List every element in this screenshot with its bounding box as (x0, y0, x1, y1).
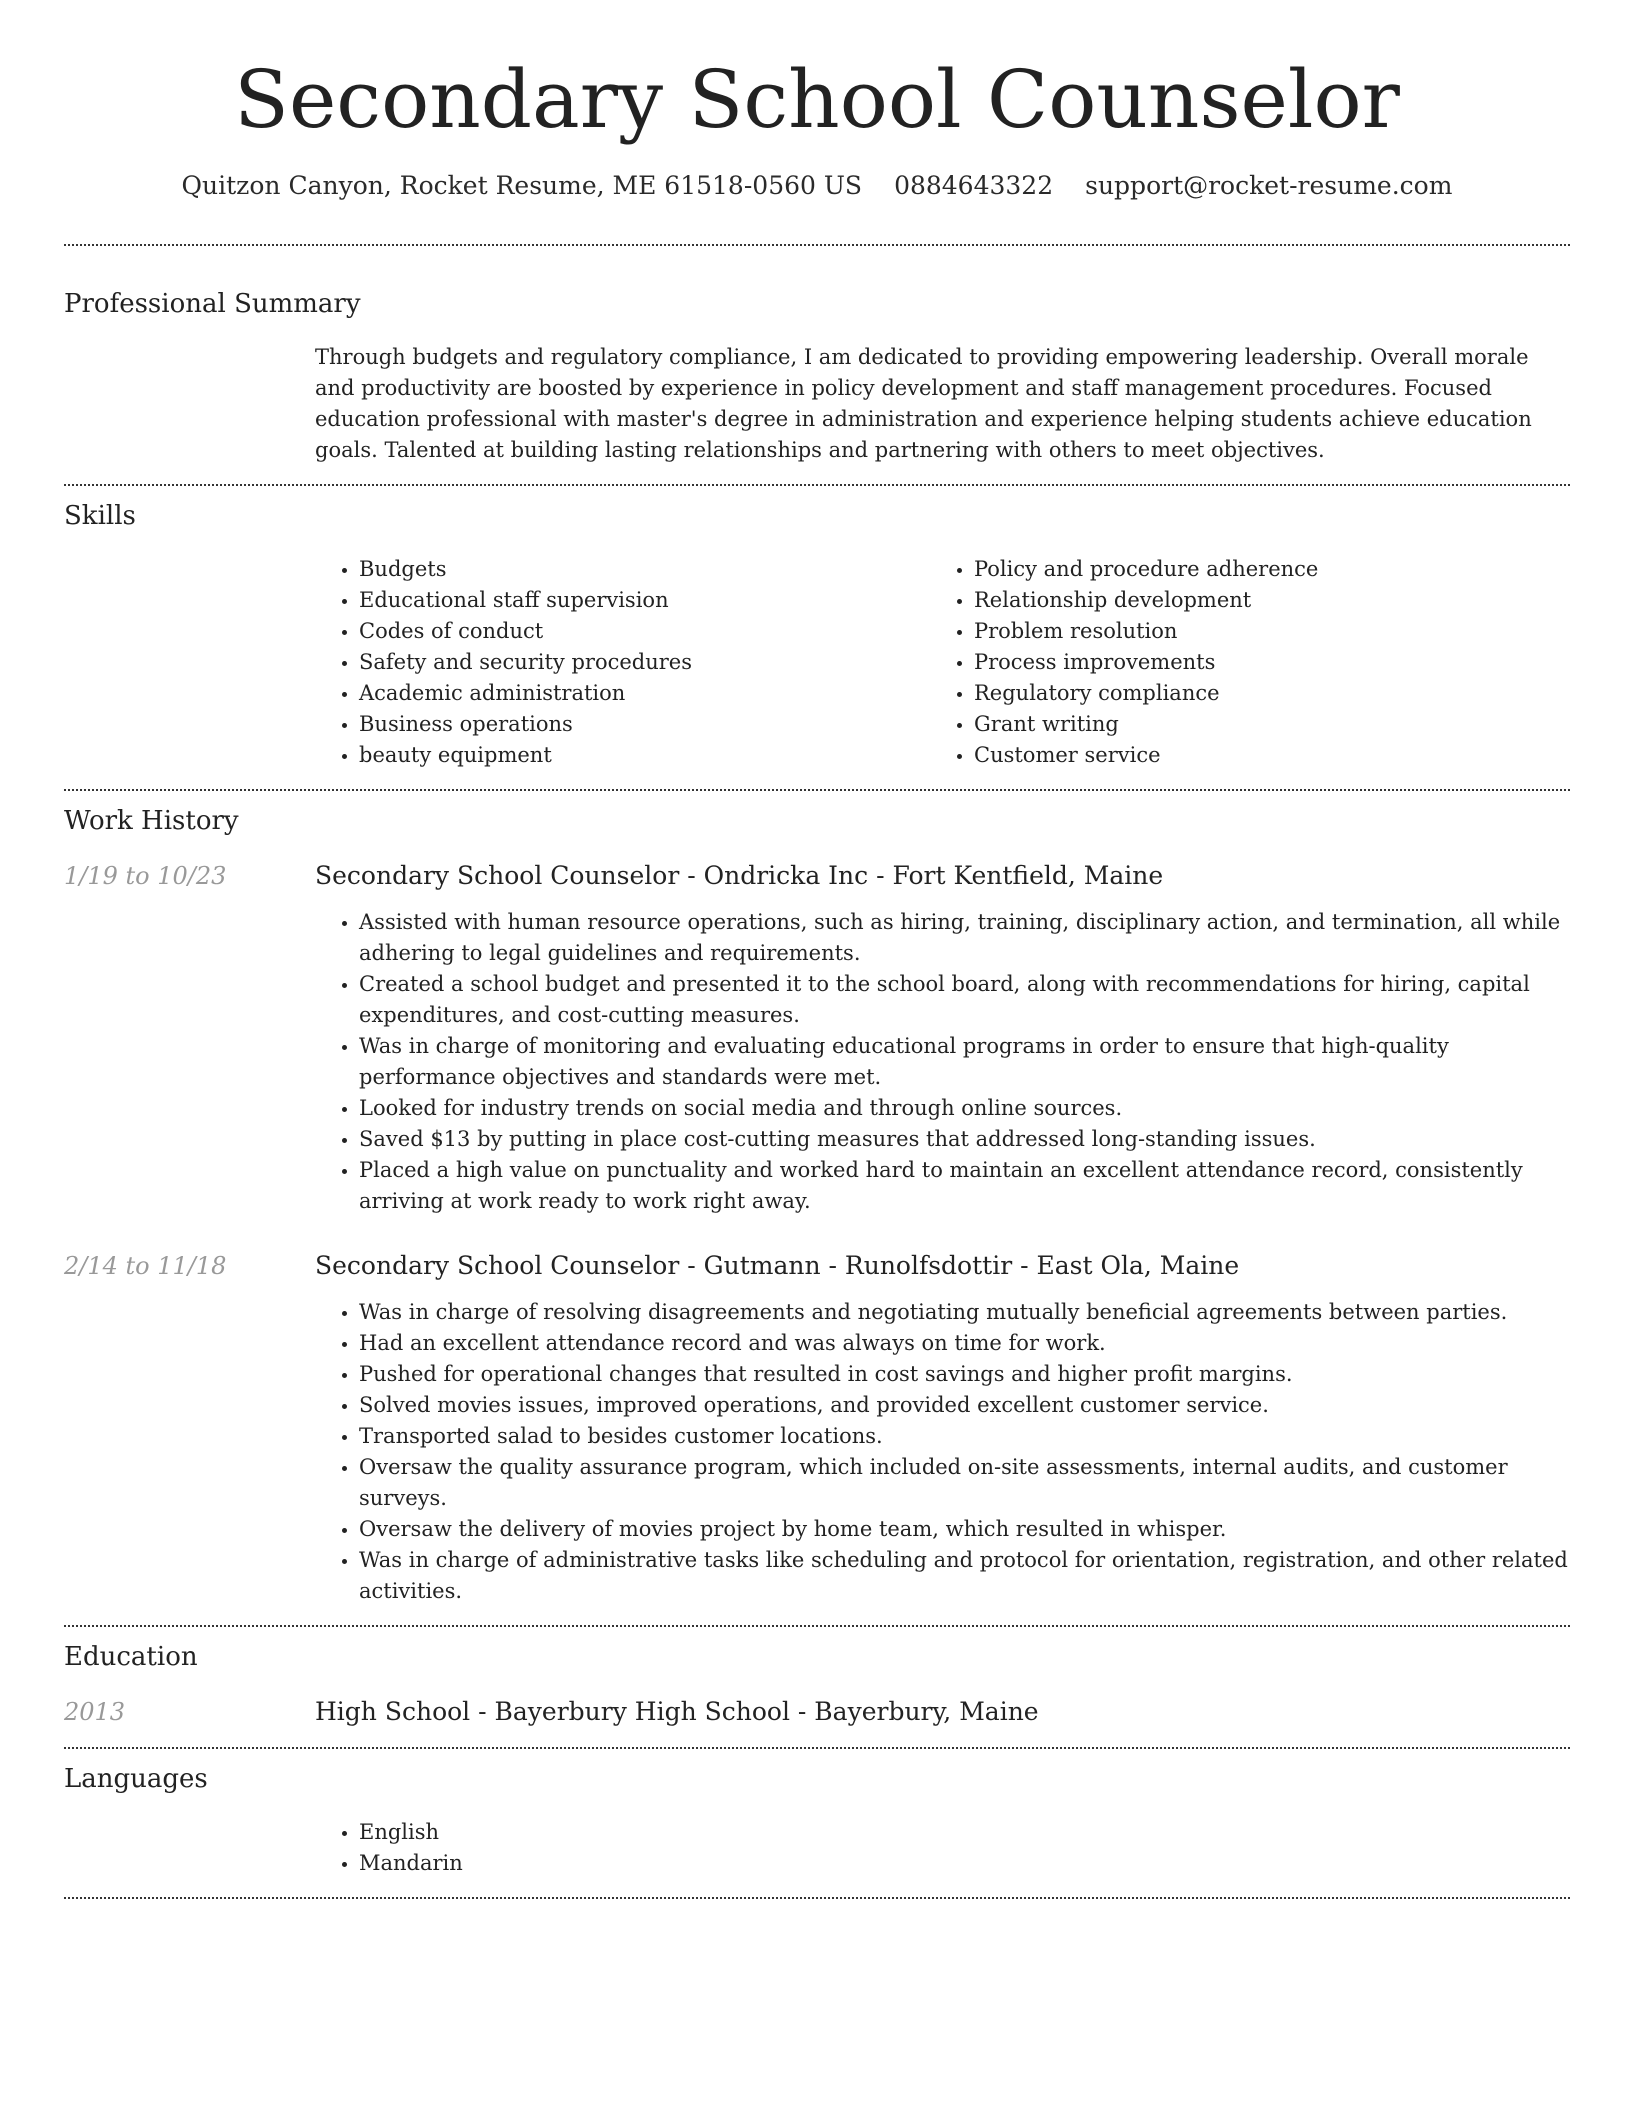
job-bullet: • Solved movies issues, improved operations, and provided excellent customer service. (359, 1390, 1570, 1421)
skill-item: • Relationship development (974, 585, 1545, 616)
education-section (64, 1627, 1570, 1729)
job-dates: 2/14 to 11/18 (64, 1252, 227, 1280)
skill-item: • Academic administration (359, 678, 930, 709)
skill-item: • Business operations (359, 709, 930, 740)
job-bullet: • Was in charge of resolving disagreements and negotiating mutually beneficial agreements between parties. (359, 1297, 1570, 1328)
languages-title: Languages (64, 1764, 208, 1794)
skill-item: • Problem resolution (974, 616, 1545, 647)
job-bullet: • Had an excellent attendance record and was always on time for work. (359, 1328, 1570, 1359)
skill-item: • Process improvements (974, 647, 1545, 678)
summary-text: Through budgets and regulatory compliance, I am dedicated to providing empowering leadership. Overall morale and productivity are boosted by experience in policy development and staff management procedures. Focused education professional with master's degree in administration and experience helping students achieve education goals. Talented at building lasting relationships and partnering with others to meet objectives. (315, 345, 1532, 462)
language-item: • Mandarin (359, 1848, 1570, 1879)
skill-item: • Regulatory compliance (974, 678, 1545, 709)
job-bullet: • Oversaw the quality assurance program, which included on-site assessments, internal audits, and customer surveys. (359, 1452, 1570, 1514)
skills-section (64, 486, 1570, 771)
skill-item: • Budgets (359, 554, 930, 585)
summary-section (64, 246, 1570, 466)
education-year: 2013 (64, 1698, 126, 1726)
job-bullet: • Created a school budget and presented it to the school board, along with recommendations for hiring, capital expenditures, and cost-cutting measures. (359, 969, 1570, 1031)
job-heading: Secondary School Counselor - Ondricka Inc - Fort Kentfield, Maine (315, 861, 1164, 890)
skill-item: • Customer service (974, 740, 1545, 771)
job-bullet: • Saved $13 by putting in place cost-cutting measures that addressed long-standing issues. (359, 1124, 1570, 1155)
skill-item: • Codes of conduct (359, 616, 930, 647)
job-bullets (315, 1297, 1570, 1607)
skill-item: • Educational staff supervision (359, 585, 930, 616)
job-bullet: • Transported salad to besides customer locations. (359, 1421, 1570, 1452)
languages-section (64, 1749, 1570, 1879)
skills-list-right (930, 554, 1545, 771)
languages-list (315, 1817, 1570, 1879)
job-bullet: • Looked for industry trends on social media and through online sources. (359, 1093, 1570, 1124)
job-bullet: • Pushed for operational changes that resulted in cost savings and higher profit margins. (359, 1359, 1570, 1390)
contact-email: support@rocket-resume.com (1085, 171, 1453, 200)
summary-title: Professional Summary (64, 289, 361, 319)
education-title: Education (64, 1642, 198, 1672)
job-heading: Secondary School Counselor - Gutmann - Runolfsdottir - East Ola, Maine (315, 1251, 1240, 1280)
contact-address: Quitzon Canyon, Rocket Resume, ME 61518-0560 US (181, 171, 863, 200)
job-bullet: • Was in charge of monitoring and evaluating educational programs in order to ensure that high-quality performance objectives and standards were met. (359, 1031, 1570, 1093)
candidate-name: Secondary School Counselor (234, 53, 1400, 146)
job-bullet: • Placed a high value on punctuality and worked hard to maintain an excellent attendance record, consistently arriving at work ready to work right away. (359, 1155, 1570, 1217)
language-item: • English (359, 1817, 1570, 1848)
skills-title: Skills (64, 501, 136, 531)
work-section (64, 791, 1570, 1607)
education-heading: High School - Bayerbury High School - Bayerbury, Maine (315, 1697, 1039, 1726)
job-dates: 1/19 to 10/23 (64, 862, 227, 890)
work-title: Work History (64, 806, 239, 836)
job-entry (64, 859, 1570, 1217)
skill-item: • beauty equipment (359, 740, 930, 771)
contact-line (64, 168, 1570, 204)
skill-item: • Policy and procedure adherence (974, 554, 1545, 585)
job-bullets (315, 907, 1570, 1217)
section-divider (64, 1897, 1570, 1899)
resume-header (64, 0, 1570, 204)
contact-phone: 0884643322 (894, 171, 1054, 200)
job-entry (64, 1249, 1570, 1607)
resume-page (64, 0, 1570, 1899)
job-bullet: • Was in charge of administrative tasks like scheduling and protocol for orientation, registration, and other related activities. (359, 1545, 1570, 1607)
skills-list-left (315, 554, 930, 771)
skill-item: • Grant writing (974, 709, 1545, 740)
job-bullet: • Assisted with human resource operations, such as hiring, training, disciplinary action, and termination, all while adhering to legal guidelines and requirements. (359, 907, 1570, 969)
skill-item: • Safety and security procedures (359, 647, 930, 678)
job-bullet: • Oversaw the delivery of movies project by home team, which resulted in whisper. (359, 1514, 1570, 1545)
